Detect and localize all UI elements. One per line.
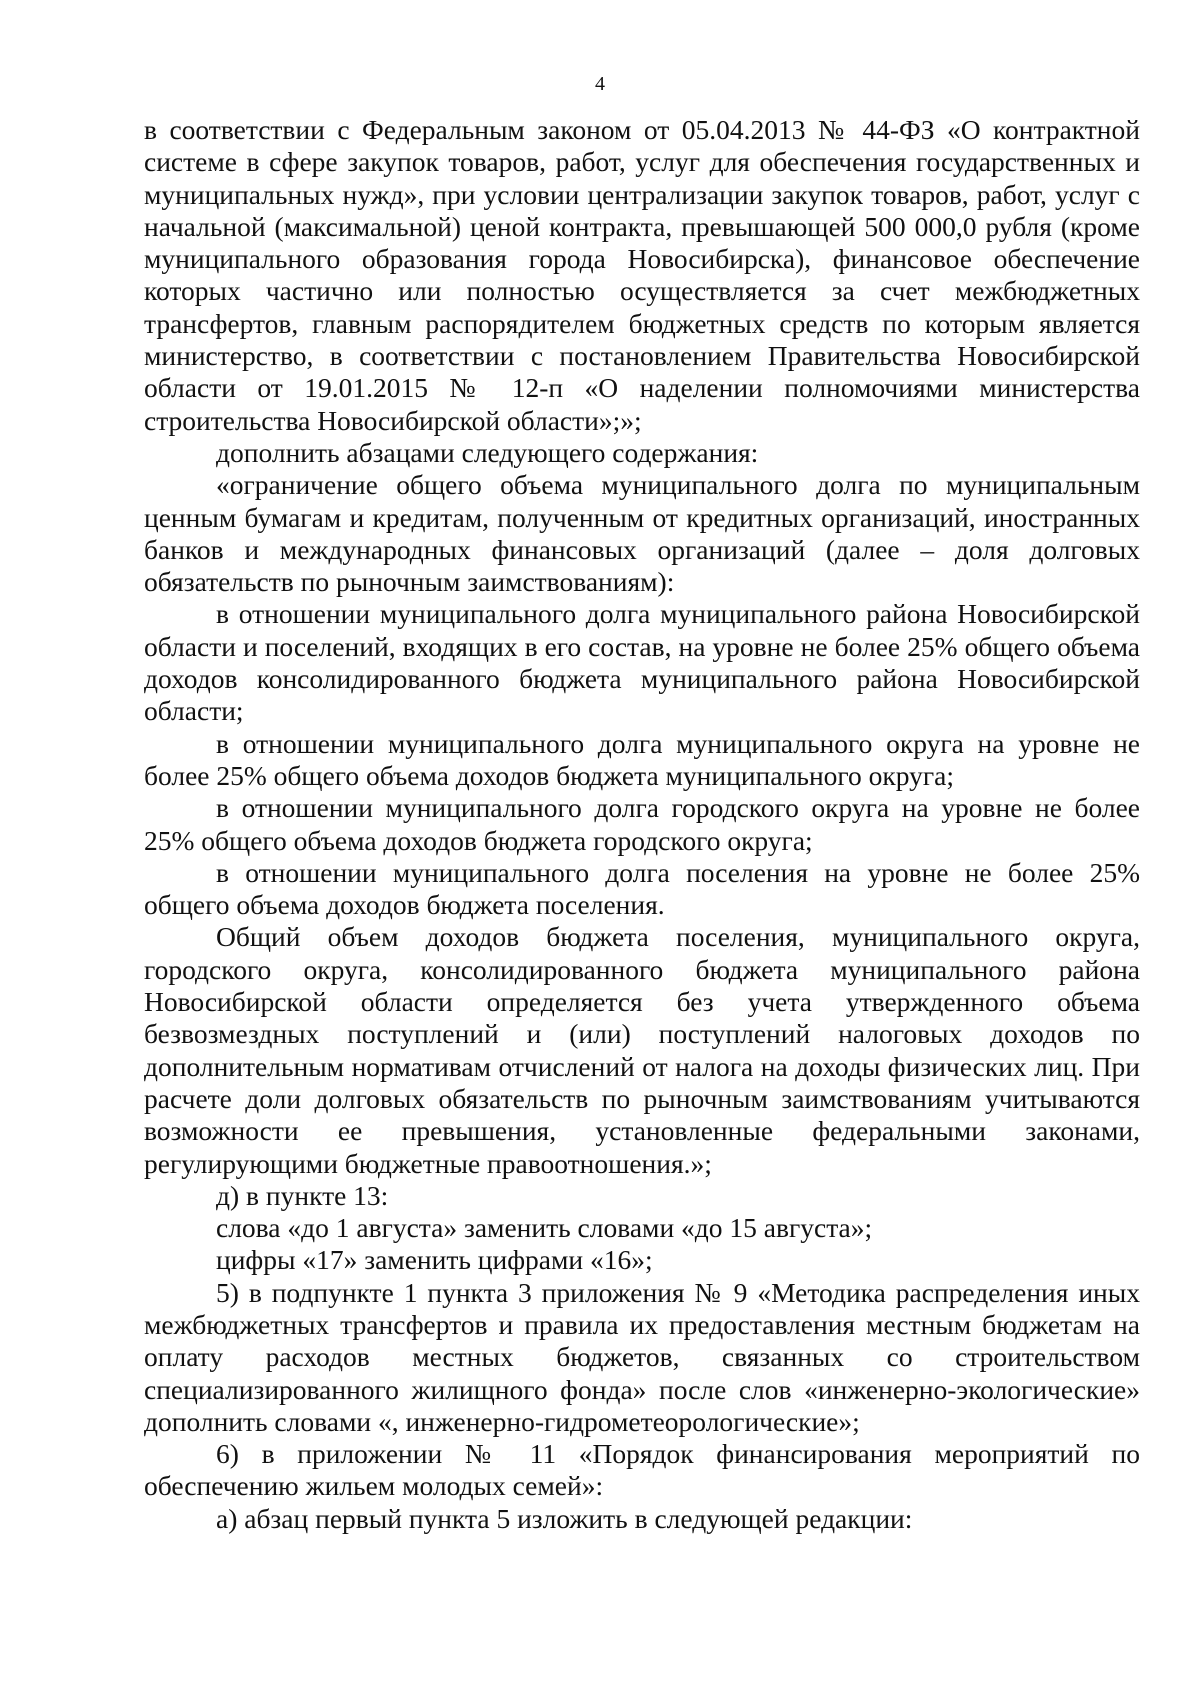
paragraph: Общий объем доходов бюджета поселения, муниципального округа, городского округа, консолидированного бюджета муниципального района Новосибирской области определяется без учета утвержденного объема безвозмездных поступлений и (или) поступлений налоговых доходов по дополнительным нормативам отчислений от налога на доходы физических лиц. При расчете доли долговых обязательств по рыночным заимствованиям учитываются возможности ее превышения, установленные федеральными законами, регулирующими бюджетные правоотношения.»; <box>144 921 1140 1179</box>
paragraph: в отношении муниципального долга муниципального округа на уровне не более 25% общего объема доходов бюджета муниципального округа; <box>144 727 1140 791</box>
paragraph: «ограничение общего объема муниципального долга по муниципальным ценным бумагам и кредитам, полученным от кредитных организаций, иностранных банков и международных финансовых организаций (далее – доля долговых обязательств по рыночным заимствованиям): <box>144 469 1140 598</box>
paragraph: в отношении муниципального долга поселения на уровне не более 25% общего объема доходов бюджета поселения. <box>144 856 1140 921</box>
paragraph: дополнить абзацами следующего содержания: <box>216 436 759 468</box>
paragraph: 6) в приложении № 11 «Порядок финансирования мероприятий по обеспечению жильем молодых семей»: <box>144 1438 1140 1502</box>
document-body <box>144 114 1140 1535</box>
paragraph: в соответствии с Федеральным законом от 05.04.2013 № 44-ФЗ «О контрактной системе в сфере закупок товаров, работ, услуг для обеспечения государственных и муниципальных нужд», при условии централизации закупок товаров, работ, услуг с начальной (максимальной) ценой контракта, превышающей 500 000,0 рубля (кроме муниципального образования города Новосибирска), финансовое обеспечение которых частично или полностью осуществляется за счет межбюджетных трансфертов, главным распорядителем бюджетных средств по которым является министерство, в соответствии с постановлением Правительства Новосибирской области от 19.01.2015 № 12-п «О наделении полномочиями министерства строительства Новосибирской области»;»; <box>144 114 1140 436</box>
paragraph: в отношении муниципального долга городского округа на уровне не более 25% общего объема доходов бюджета городского округа; <box>144 792 1140 856</box>
page-number: 4 <box>595 73 605 95</box>
paragraph: д) в пункте 13: <box>216 1179 389 1211</box>
paragraph: слова «до 1 августа» заменить словами «до 15 августа»; <box>216 1212 873 1244</box>
paragraph: цифры «17» заменить цифрами «16»; <box>216 1244 653 1276</box>
paragraph: 5) в подпункте 1 пункта 3 приложения № 9 «Методика распределения иных межбюджетных трансфертов и правила их предоставления местным бюджетам на оплату расходов местных бюджетов, связанных со строительством специализированного жилищного фонда» после слов «инженерно-экологические» дополнить словами «, инженерно-гидрометеорологические»; <box>144 1276 1140 1437</box>
paragraph: а) абзац первый пункта 5 изложить в следующей редакции: <box>216 1502 913 1534</box>
paragraph: в отношении муниципального долга муниципального района Новосибирской области и поселений, входящих в его состав, на уровне не более 25% общего объема доходов консолидированного бюджета муниципального района Новосибирской области; <box>144 598 1140 727</box>
